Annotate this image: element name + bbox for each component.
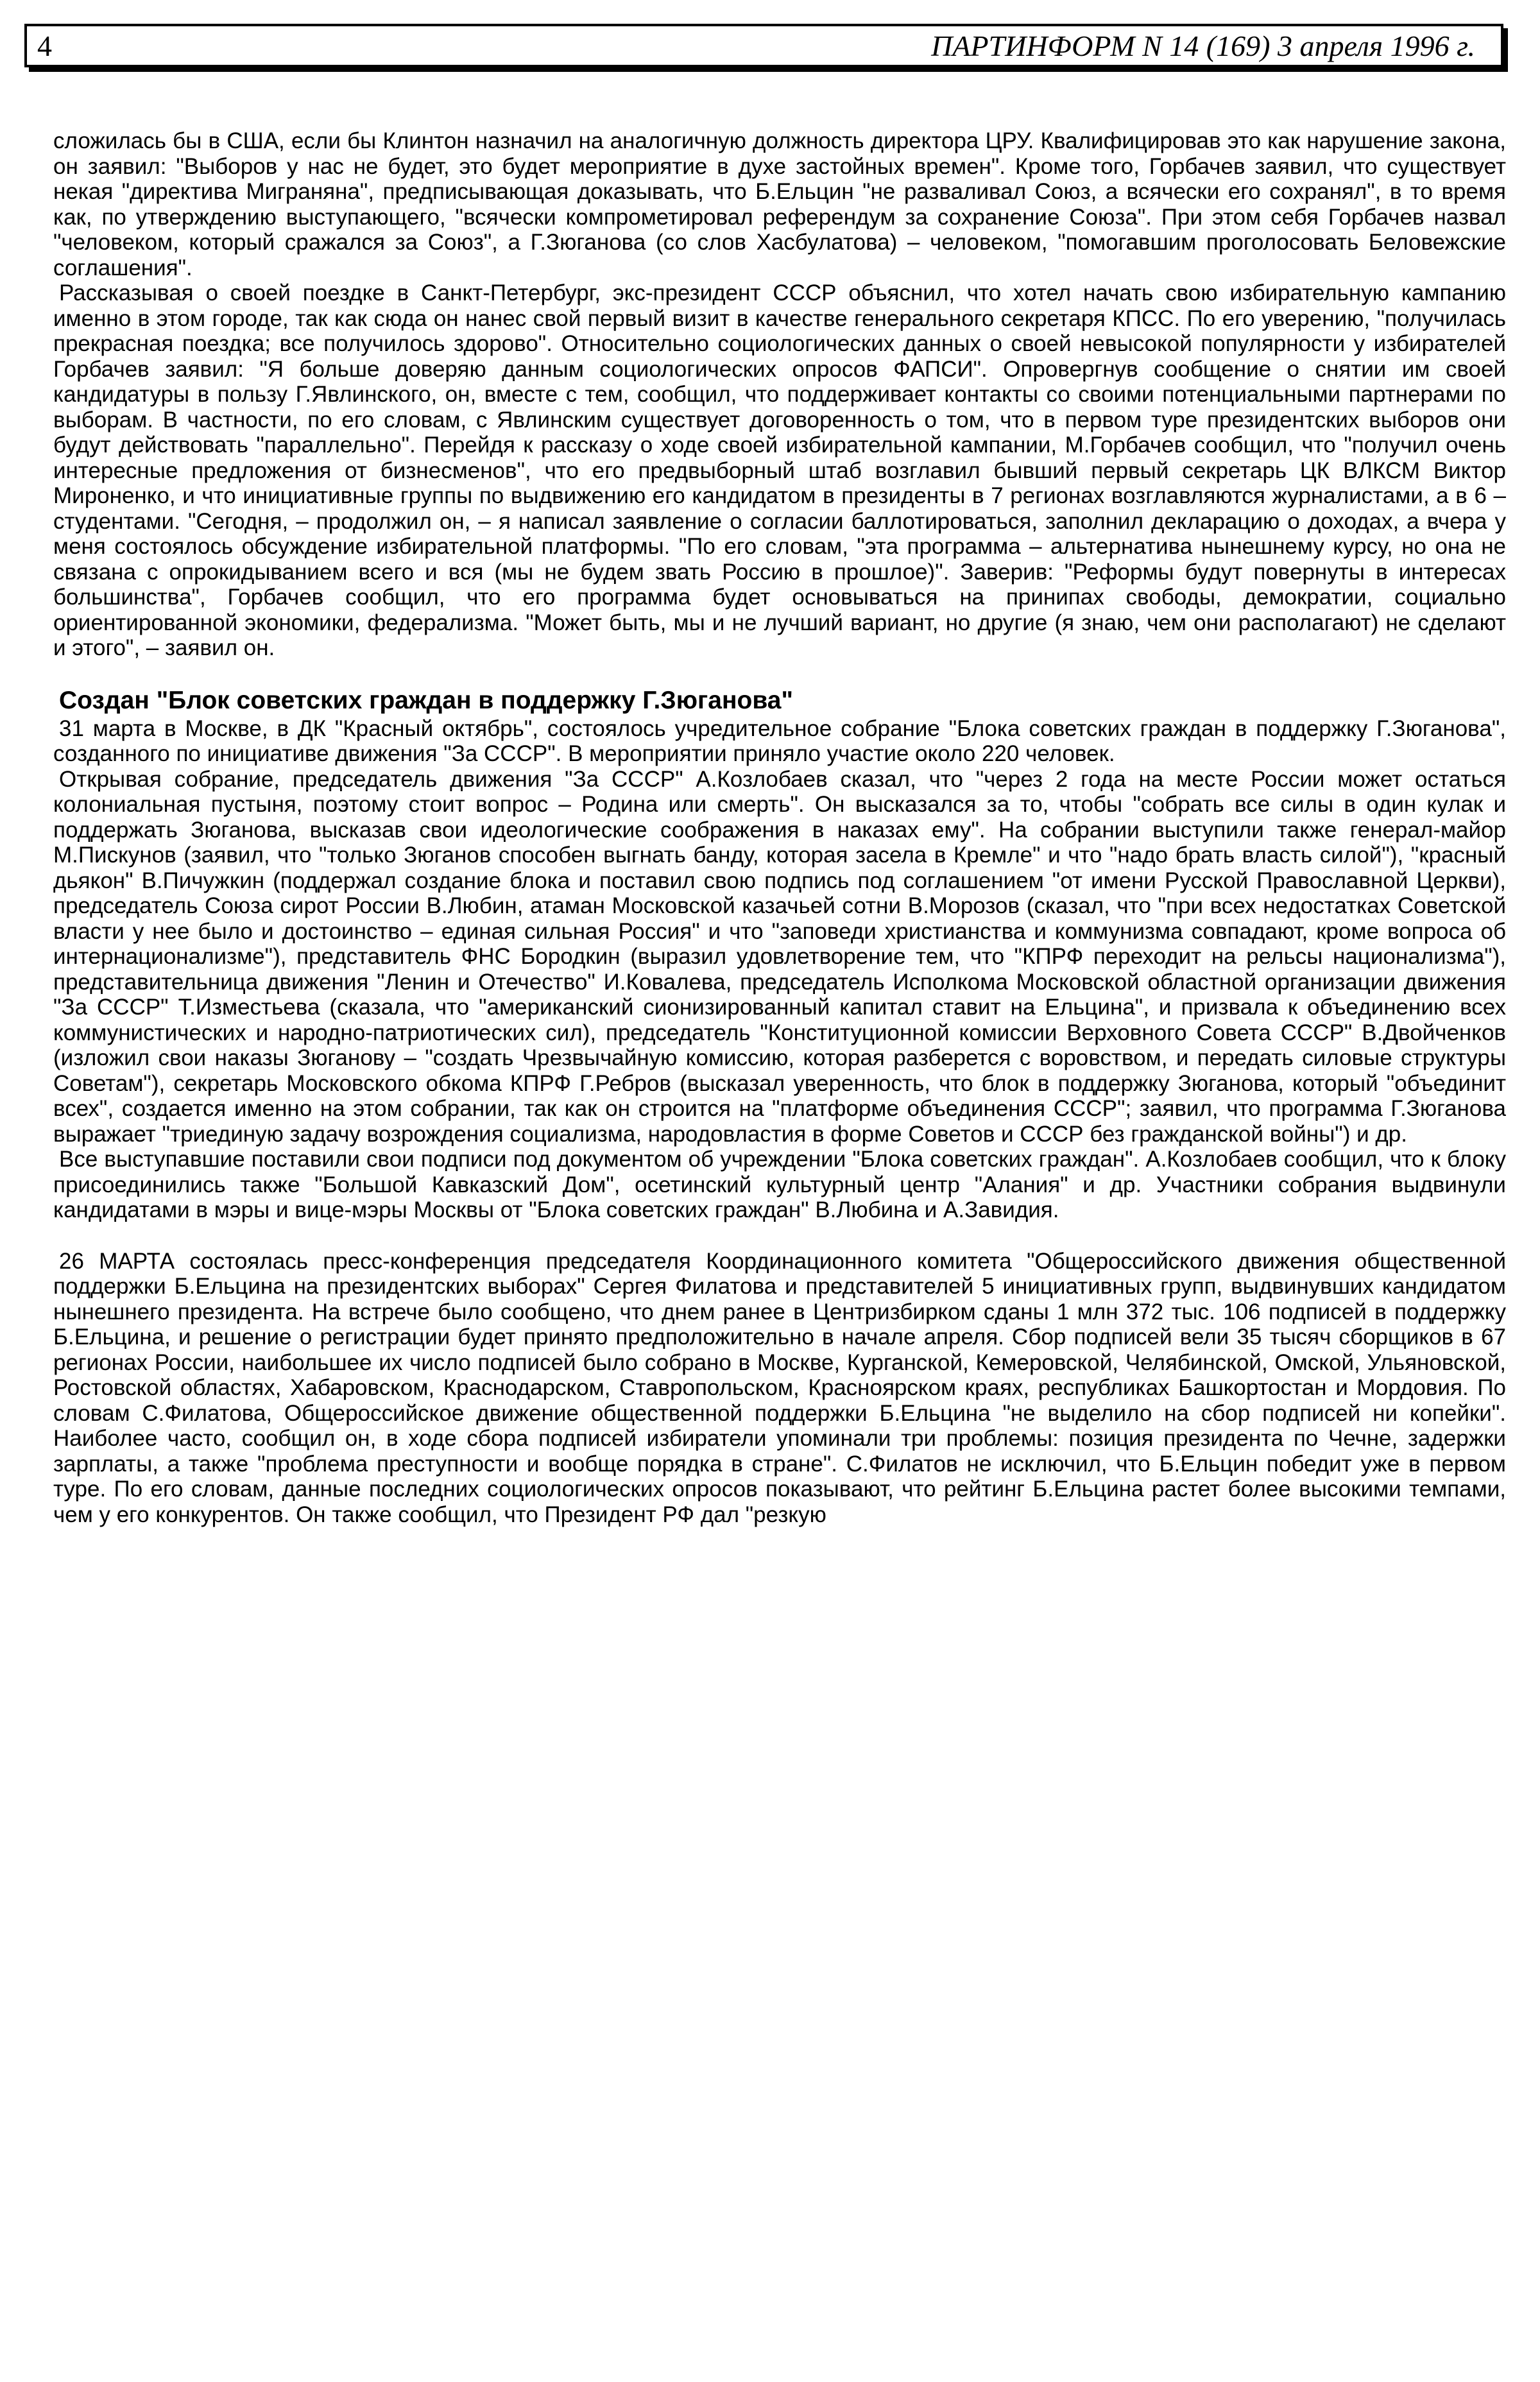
article1-paragraph-1: сложилась бы в США, если бы Клинтон назначил на аналогичную должность директора ЦРУ. Квалифицировав это как нарушение закона, он заявил: "Выборов у нас не будет, это будет мероприятие в духе застойных времен". Кроме того, Горбачев заявил, что существует некая "директива Мигpаняна", предписывающая доказывать, что Б.Ельцин "не разваливал Союз, а всячески его сохранял", в то время как, по утверждению выступающего, "всячески компрометировал референдум за сохранение Союза". При этом себя Горбачев назвал "человеком, который сражался за Союз", а Г.Зюганова (со слов Хасбулатова) – человеком, "помогавшим проголосовать Беловежские соглашения".: [53, 128, 1506, 280]
article-body: [53, 128, 1506, 1527]
article2-paragraph-1: 31 марта в Москве, в ДК "Красный октябрь", состоялось учредительное собрание "Блока советских граждан в поддержку Г.Зюганова", созданного по инициативе движения "За СССР". В мероприятии приняло участие около 220 человек.: [53, 715, 1506, 766]
article2-heading: Создан "Блок советских граждан в поддержку Г.Зюганова": [59, 686, 793, 714]
page-header: [24, 24, 1503, 67]
article2-paragraph-2: Открывая собрание, председатель движения "За СССР" А.Козлобаев сказал, что "через 2 года на месте России может остаться колониальная пустыня, поэтому стоит вопрос – Родина или смерть". Он высказался за то, чтобы "собрать все силы в один кулак и поддержать Зюганова, высказав свои идеологические соображения в наказах ему". На собрании выступили также генерал-майор М.Пискунов (заявил, что "только Зюганов способен выгнать банду, которая засела в Кремле" и что "надо брать власть силой"), "красный дьякон" В.Пичужкин (поддержал создание блока и поставил свою подпись под соглашением "от имени Русской Православной Церкви), председатель Союза сирот России В.Любин, атаман Московской казачьей сотни В.Морозов (сказал, что "при всех недостатках Советской власти у нее было и достоинство – единая сильная Россия" и что "заповеди христианства и коммунизма совпадают, кроме вопроса об интернационализме"), представитель ФНС Бородкин (выразил удовлетворение тем, что "КПРФ переходит на рельсы национализма"), представительница движения "Ленин и Отечество" И.Ковалева, председатель Исполкома Московской областной организации движения "За СССР" Т.Изместьева (сказала, что "американский сионизированный капитал ставит на Ельцина", и призвала к объединению всех коммунистических и народно-патриотических сил), председатель "Конституционной комиссии Верховного Совета СССР" В.Двойченков (изложил свои наказы Зюганову – "создать Чрезвычайную комиссию, которая разберется с воровством, и передать силовые структуры Советам"), секретарь Московского обкома КПРФ Г.Ребров (высказал уверенность, что блок в поддержку Зюганова, который "объединит всех", создается именно на этом собрании, так как он строится на "платформе объединения СССР"; заявил, что программа Г.Зюганова выражает "триединую задачу возрождения социализма, народовластия в форме Советов и СССР без гражданской войны") и др.: [53, 766, 1506, 1147]
section-gap: [53, 1223, 1506, 1249]
page-number: 4: [37, 30, 52, 62]
article1-paragraph-2: Рассказывая о своей поездке в Санкт-Петербург, экс-президент СССР объяснил, что хотел начать свою избирательную кампанию именно в этом городе, так как сюда он нанес свой первый визит в качестве генерального секретаря КПСС. По его уверению, "получилась прекрасная поездка; все получилось здорово". Относительно социологических данных о своей невысокой популярности у избирателей Горбачев заявил: "Я больше доверяю данным социологических опросов ФАПСИ". Опровергнув сообщение о снятии им своей кандидатуры в пользу Г.Явлинского, он, вместе с тем, сообщил, что поддерживает контакты со своими потенциальными партнерами по выборам. В частности, по его словам, с Явлинским существует договоренность о том, что в первом туре президентских выборов они будут действовать "параллельно". Перейдя к рассказу о ходе своей избирательной кампании, М.Горбачев сообщил, что "получил очень интересные предложения от бизнесменов", что его предвыборный штаб возглавил бывший первый секретарь ЦК ВЛКСМ Виктор Мироненко, и что инициативные группы по выдвижению его кандидатом в президенты в 7 регионах возглавляются журналистами, а в 6 – студентами. "Сегодня, – продолжил он, – я написал заявление о согласии баллотироваться, заполнил декларацию о доходах, а вчера у меня состоялось обсуждение избирательной платформы. "По его словам, "эта программа – альтернатива нынешнему курсу, но она не связана с опрокидыванием всего и вся (мы не будем звать Россию в прошлое)". Заверив: "Реформы будут повернуты в интересах большинства", Горбачев сообщил, что его программа будет основываться на принипах свободы, демократии, социально ориентированной экономики, федерализма. "Может быть, мы и не лучший вариант, но другие (я знаю, чем они располагают) не сделают и этого", – заявил он.: [53, 280, 1506, 660]
article3-paragraph-1: 26 МАРТА состоялась пресс-конференция председателя Координационного комитета "Общероссийского движения общественной поддержки Б.Ельцина на президентских выборах" Сергея Филатова и представителей 5 инициативных групп, выдвинувших кандидатом нынешнего президента. На встрече было сообщено, что днем ранее в Центризбирком сданы 1 млн 372 тыс. 106 подписей в поддержку Б.Ельцина, и решение о регистрации будет принято предположительно в начале апреля. Сбор подписей вели 35 тысяч сборщиков в 67 регионах России, наибольшее их число подписей было собрано в Москве, Курганской, Кемеровской, Челябинской, Омской, Ульяновской, Ростовской областях, Хабаровском, Краснодарском, Ставропольском, Красноярском краях, республиках Башкортостан и Мордовия. По словам С.Филатова, Общероссийское движение общественной поддержки Б.Ельцина "не выделило на сбор подписей ни копейки". Наиболее часто, сообщил он, в ходе сбора подписей избиратели упоминали три проблемы: позиция президента по Чечне, задержки зарплаты, а также "проблема преступности и вообще порядка в стране". С.Филатов не исключил, что Б.Ельцин победит уже в первом туре. По его словам, данные последних социологических опросов показывают, что рейтинг Б.Ельцина растет более высокими темпами, чем у его конкурентов. Он также сообщил, что Президент РФ дал "резкую: [53, 1248, 1506, 1527]
article2-paragraph-3: Все выступавшие поставили свои подписи под документом об учреждении "Блока советских граждан". А.Козлобаев сообщил, что к блоку присоединились также "Большой Кавказский Дом", осетинский культурный центр "Алания" и др. Участники собрания выдвинули кандидатами в мэры и вице-мэры Москвы от "Блока советских граждан" В.Любина и А.Завидия.: [53, 1147, 1506, 1222]
section-gap: [53, 661, 1506, 685]
issue-info: ПАРТИНФОРМ N 14 (169) 3 апреля 1996 г.: [931, 30, 1475, 62]
